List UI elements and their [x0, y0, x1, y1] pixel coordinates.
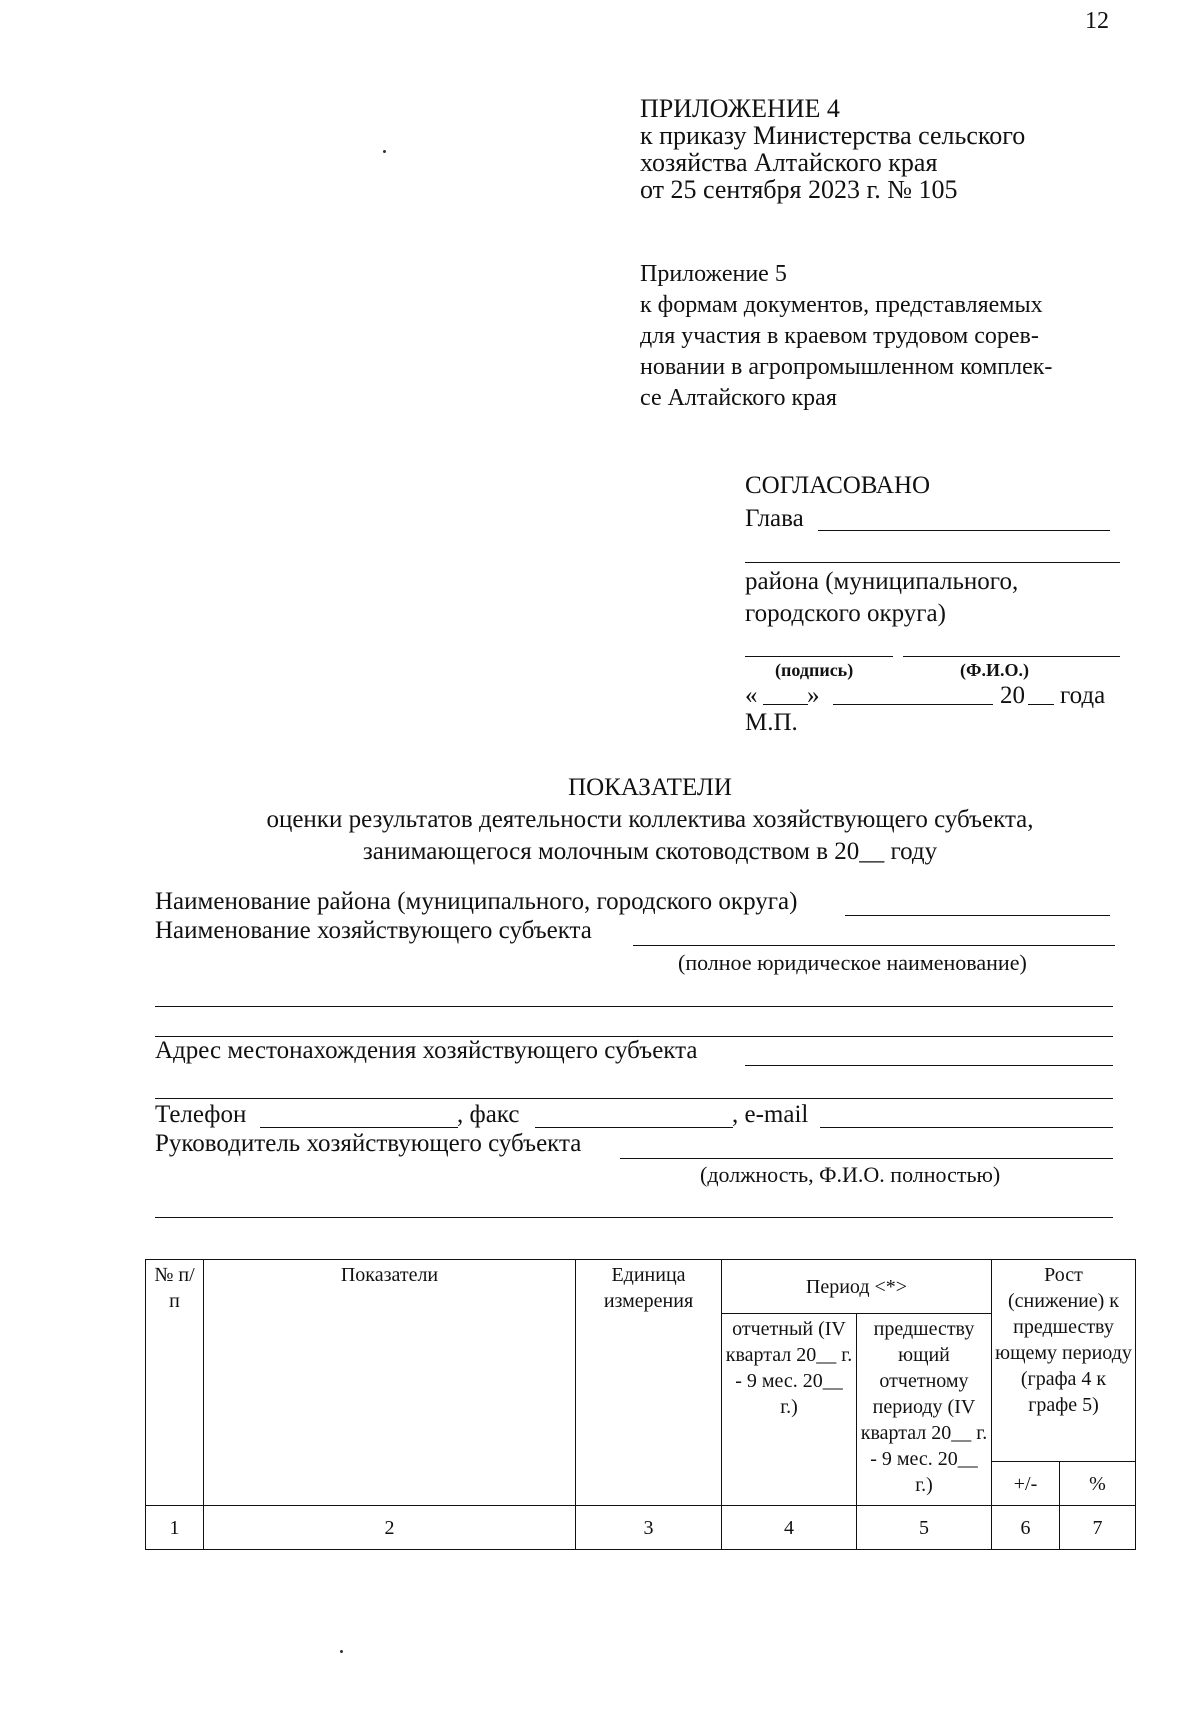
date-day-line[interactable] [763, 704, 808, 705]
entity-name-field-line[interactable] [155, 1006, 1113, 1007]
annex-title: ПРИЛОЖЕНИЕ 4 [640, 94, 840, 123]
manager-label: Руководитель хозяйствующего субъекта [155, 1130, 582, 1157]
document-subtitle: занимающегося молочным скотоводством в 20__ году [362, 838, 938, 865]
date-close-quote: » [807, 682, 820, 709]
fax-label: , факс [457, 1101, 520, 1128]
year-line[interactable] [1028, 704, 1054, 705]
manager-field[interactable] [620, 1158, 1113, 1159]
annex5-line: к формам документов, представляемых [640, 292, 1043, 318]
signature-caption: (подпись) [775, 660, 854, 680]
indicators-table [145, 1259, 1136, 1550]
address-label: Адрес местонахождения хозяйствующего субъекта [155, 1037, 698, 1064]
approval-agreed: СОГЛАСОВАНО [745, 472, 931, 499]
col-growth-header: Рост (снижение) к предшеству ющему периоду (графа 4 к графе 5) [992, 1260, 1136, 1462]
head-name-line[interactable] [818, 530, 1110, 531]
date-month-line[interactable] [833, 704, 993, 705]
district-name-label: Наименование района (муниципального, городского округа) [155, 888, 798, 915]
column-number-cell: 2 [204, 1506, 576, 1550]
annex-line: к приказу Министерства сельского [640, 121, 1026, 150]
district-name-field[interactable] [845, 915, 1110, 916]
column-number-cell: 5 [857, 1506, 992, 1550]
col-period-header: Период <*> [722, 1260, 992, 1314]
column-number-cell: 6 [992, 1506, 1060, 1550]
scan-speck [383, 150, 386, 153]
head-district-line[interactable] [745, 562, 1120, 563]
document-title: ПОКАЗАТЕЛИ [568, 774, 732, 801]
date-open-quote: « [745, 682, 758, 709]
signature-line[interactable] [745, 656, 893, 657]
year-suffix: года [1060, 682, 1106, 709]
column-number-cell: 1 [146, 1506, 204, 1550]
page-number: 12 [1085, 8, 1109, 34]
stamp-label: М.П. [745, 709, 798, 736]
annex5-header [640, 259, 1052, 414]
document-subtitle: оценки результатов деятельности коллектива хозяйствующего субъекта, [266, 806, 1034, 833]
col-reporting-header: отчетный (IV квартал 20__ г. - 9 мес. 20__ г.) [722, 1314, 857, 1506]
col-previous-header: предшеству ющий отчетному периоду (IV квартал 20__ г. - 9 мес. 20__ г.) [857, 1314, 992, 1506]
col-indicators-header: Показатели [204, 1260, 576, 1506]
name-caption: (Ф.И.О.) [960, 660, 1029, 680]
column-number-cell: 3 [576, 1506, 722, 1550]
phone-label: Телефон [155, 1101, 247, 1128]
annex-line: хозяйства Алтайского края [640, 148, 938, 177]
document-heading [150, 772, 1150, 868]
name-line[interactable] [903, 656, 1120, 657]
address-field[interactable] [745, 1065, 1113, 1066]
annex5-line: для участия в краевом трудовом сорев- [640, 323, 1039, 349]
approval-district-line: городского округа) [745, 600, 946, 627]
annex5-line: новании в агропромышленном комплек- [640, 354, 1053, 380]
entity-name-field[interactable] [633, 945, 1115, 946]
entity-name-note: (полное юридическое наименование) [678, 950, 1027, 975]
annex5-title: Приложение 5 [640, 261, 787, 287]
column-number-cell: 4 [722, 1506, 857, 1550]
email-field[interactable] [820, 1127, 1113, 1128]
annex-header [640, 95, 1025, 203]
manager-note: (должность, Ф.И.О. полностью) [700, 1162, 1001, 1187]
col-unit-header: Единица измерения [576, 1260, 722, 1506]
approval-head-label: Глава [745, 505, 804, 532]
entity-name-label: Наименование хозяйствующего субъекта [155, 917, 592, 944]
email-label: , e-mail [732, 1101, 809, 1128]
phone-field[interactable] [260, 1127, 458, 1128]
col-percent-header: % [1060, 1462, 1136, 1506]
annex-line: от 25 сентября 2023 г. № 105 [640, 175, 958, 204]
col-num-header: № п/п [146, 1260, 204, 1506]
column-number-cell: 7 [1060, 1506, 1136, 1550]
fax-field[interactable] [535, 1127, 733, 1128]
approval-district-line: района (муниципального, [745, 568, 1019, 595]
col-plusminus-header: +/- [992, 1462, 1060, 1506]
year-prefix: 20 [1000, 682, 1025, 709]
manager-field-line[interactable] [155, 1217, 1113, 1218]
address-field-line[interactable] [155, 1098, 1113, 1099]
annex5-line: се Алтайского края [640, 385, 837, 411]
scan-speck [340, 1650, 343, 1653]
